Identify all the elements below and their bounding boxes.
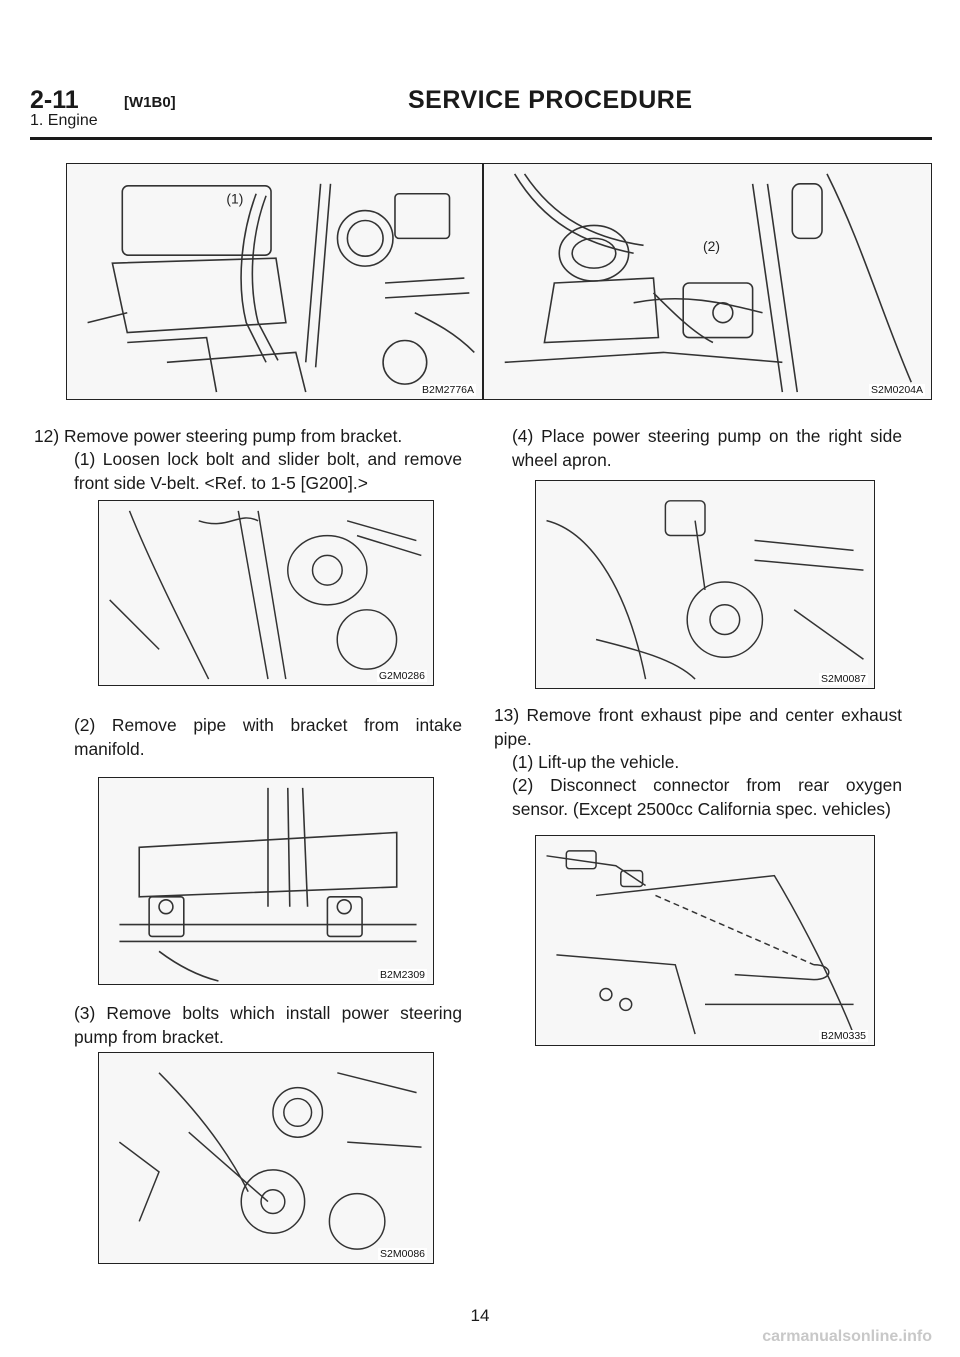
figure-pump-bolts [98, 1052, 434, 1264]
figure-pump-hose [483, 163, 932, 400]
step-13-text: 13) Remove front exhaust pipe and center exhaust pipe. [494, 705, 902, 749]
figure-caption: B2M0335 [821, 1030, 866, 1042]
figure-caption: S2M0204A [871, 384, 923, 396]
step-13-2-text: (2) Disconnect connector from rear oxygen sensor. (Except 2500cc California spec. vehicles) [512, 775, 902, 819]
pump-bolts-illustration [99, 1053, 433, 1263]
figure-caption: S2M0087 [821, 673, 866, 685]
figure-caption: G2M0286 [378, 670, 425, 682]
step-12-2-text: (2) Remove pipe with bracket from intake manifold. [74, 715, 462, 759]
figure-v-belt [98, 500, 434, 686]
step-12-4-text: (4) Place power steering pump on the right side wheel apron. [512, 426, 902, 470]
figure-caption: B2M2776A [422, 384, 474, 396]
oxygen-sensor-illustration [536, 836, 874, 1045]
pump-hose-illustration [484, 164, 931, 399]
wheel-apron-illustration [536, 481, 874, 688]
step-13-1-text: (1) Lift-up the vehicle. [512, 752, 680, 772]
callout-2: (2) [703, 238, 721, 255]
step-12-text: 12) Remove power steering pump from bracket. [34, 426, 403, 446]
section-tag: [W1B0] [124, 94, 176, 111]
v-belt-illustration [99, 501, 433, 685]
page-number: 14 [470, 1306, 490, 1325]
figure-wheel-apron [535, 480, 875, 689]
figure-caption: S2M0086 [380, 1248, 425, 1260]
figure-engine-hose [66, 163, 483, 400]
header-rule [30, 137, 932, 140]
step-12-1-text: (1) Loosen lock bolt and slider bolt, and remove front side V-belt. <Ref. to 1-5 [G200].> [74, 449, 462, 493]
section-code: 2-11 [30, 86, 79, 114]
watermark: carmanualsonline.info [762, 1328, 932, 1345]
engine-hose-illustration [67, 164, 482, 399]
callout-1: (1) [226, 190, 244, 207]
page-subtitle: 1. Engine [30, 112, 98, 129]
step-12-3-text: (3) Remove bolts which install power steering pump from bracket. [74, 1003, 462, 1047]
figure-pipe-bracket [98, 777, 434, 985]
page-title: SERVICE PROCEDURE [408, 86, 693, 114]
figure-caption: B2M2309 [380, 969, 425, 981]
pipe-bracket-illustration [99, 778, 433, 984]
figure-oxygen-sensor [535, 835, 875, 1046]
